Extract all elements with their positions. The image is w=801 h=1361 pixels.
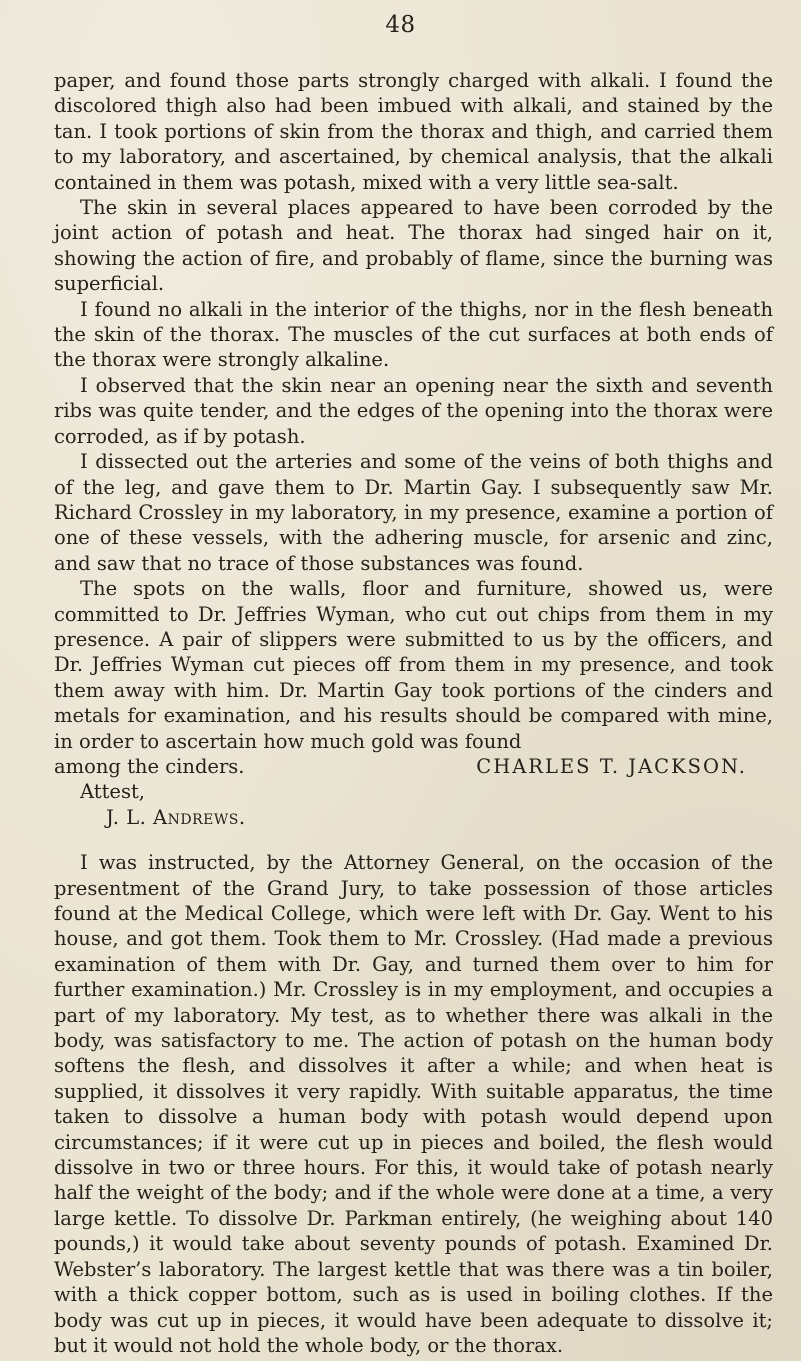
witness-surname: ndrews. bbox=[167, 805, 246, 829]
paragraph-4: I observed that the skin near an opening near the sixth and seventh ribs was quite tender, and the edges of the opening into the thorax were corroded, as if by potash. bbox=[54, 373, 773, 448]
witness-name bbox=[54, 805, 773, 830]
signature-line bbox=[54, 754, 773, 779]
paragraph-7: I was instructed, by the Attorney General, on the occasion of the presentment of the Grand Jury, to take possession of those articles found at the Medical College, which were left with Dr. Gay. Went to his house, and got them. Took them to Mr. Crossley. (Had made a previous examination of them with Dr. Gay, and turned them over to him for further examination.) Mr. Crossley is in my employment, and occupies a part of my laboratory. My test, as to whether there was alkali in the body, was satisfactory to me. The action of potash on the human body softens the flesh, and dissolves it after a while; and when heat is supplied, it dissolves it very rapidly. With suitable apparatus, the time taken to dissolve a human body with potash would depend upon circumstances; if it were cut up in pieces and boiled, the flesh would dissolve in two or three hours. For this, it would take of potash nearly half the weight of the body; and if the whole were done at a time, a very large kettle. To dissolve Dr. Parkman entirely, (he weighing about 140 pounds,) it would take about seventy pounds of potash. Examined Dr. Webster’s laboratory. The largest kettle that was there was a tin boiler, with a thick copper bottom, such as is used in boiling clothes. If the body was cut up in pieces, it would have been adequate to dissolve it; but it would not hold the whole body, or the thorax. bbox=[54, 851, 773, 1357]
paragraph-6-end: among the cinders. bbox=[54, 754, 245, 778]
body-text bbox=[54, 68, 773, 1358]
paragraph-5: I dissected out the arteries and some of the veins of both thighs and of the leg, and gave them to Dr. Martin Gay. I subsequently saw Mr. Richard Crossley in my laboratory, in my presence, examine a portion of one of these vessels, with the adhering muscle, for arsenic and zinc, and saw that no trace of those substances was found. bbox=[54, 450, 773, 575]
attest-label: Attest, bbox=[80, 780, 145, 804]
paragraph-2: The skin in several places appeared to have been corroded by the joint action of potash and heat. The thorax had singed hair on it, showing the action of fire, and probably of flame, since the burning was superficial. bbox=[54, 196, 773, 296]
witness-initials: J. L. A bbox=[106, 805, 168, 829]
paragraph-6: The spots on the walls, floor and furniture, showed us, were committed to Dr. Jeffries Wyman, who cut out chips from them in my presence. A pair of slippers were submitted to us by the officers, and Dr. Jeffries Wyman cut pieces off from them in my presence, and took them away with him. Dr. Martin Gay took portions of the cinders and metals for examination, and his results should be compared with mine, in order to ascertain how much gold was found bbox=[54, 577, 773, 753]
paragraph-1: paper, and found those parts strongly charged with alkali. I found the discolored thigh also had been imbued with alkali, and stained by the tan. I took portions of skin from the thorax and thigh, and carried them to my laboratory, and ascertained, by chemical analysis, that the alkali contained in them was potash, mixed with a very little sea-salt. bbox=[54, 69, 773, 194]
signatory-name: CHARLES T. JACKSON. bbox=[476, 754, 747, 778]
paragraph-3: I found no alkali in the interior of the thighs, nor in the flesh beneath the skin of the thorax. The muscles of the cut surfaces at both ends of the thorax were strongly alkaline. bbox=[54, 297, 773, 372]
page-number: 48 bbox=[385, 12, 416, 38]
section-gap bbox=[54, 830, 773, 850]
